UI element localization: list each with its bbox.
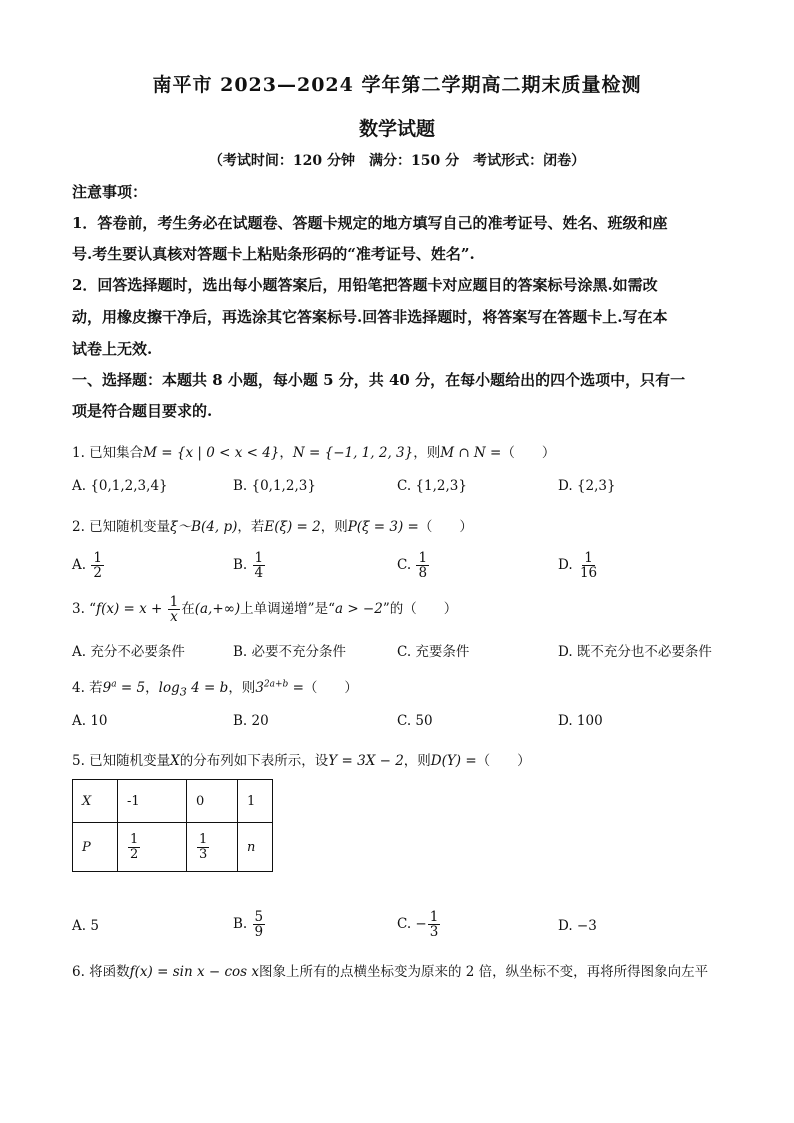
table-cell bbox=[118, 780, 187, 823]
notes-line: 试卷上无效. bbox=[72, 340, 153, 358]
q1-option-c: C. {1,2,3} bbox=[397, 478, 467, 494]
q1-sep: ， bbox=[279, 445, 293, 461]
q2-option-a-label: A. bbox=[72, 557, 87, 574]
q4-option-b: B. 20 bbox=[233, 713, 269, 729]
q4-eq2-log: log bbox=[158, 680, 180, 696]
cell-text: 1 bbox=[247, 793, 256, 809]
q1-tail: ，则 bbox=[413, 445, 441, 461]
q2-option-a bbox=[72, 551, 105, 580]
numerator: 1 bbox=[169, 594, 179, 610]
q3-option-c: C. 充要条件 bbox=[397, 644, 470, 660]
numerator: 5 bbox=[254, 909, 264, 925]
q5-option-c bbox=[397, 910, 441, 939]
fraction bbox=[253, 551, 266, 580]
exam-meta: （考试时间：120 分钟 满分：150 分 考试形式：闭卷） bbox=[208, 153, 586, 169]
q5-option-d: D. −3 bbox=[558, 918, 597, 934]
q4-number: 4. 若 bbox=[72, 680, 103, 696]
cell-text: P bbox=[82, 839, 91, 855]
numerator: 1 bbox=[199, 831, 208, 847]
q2-dist: ξ～B(4, p) bbox=[170, 519, 238, 535]
q2-number: 2. 已知随机变量 bbox=[72, 519, 171, 535]
q3-option-a: A. 充分不必要条件 bbox=[72, 644, 185, 660]
q4-eq1-exp: a bbox=[111, 679, 117, 690]
cell-text: -1 bbox=[127, 793, 140, 809]
fraction bbox=[253, 910, 266, 939]
question-6 bbox=[72, 960, 708, 980]
q4-option-d: D. 100 bbox=[558, 713, 603, 729]
q1-set-m: M = {x | 0 < x < 4} bbox=[143, 445, 280, 461]
notes-line: 号.考生要认真核对答题卡上粘贴条形码的“准考证号、姓名”. bbox=[72, 245, 475, 263]
q5-mid2: ，则 bbox=[403, 753, 431, 769]
q4-eq3-base: 3 bbox=[255, 680, 264, 696]
denominator: 3 bbox=[429, 924, 439, 941]
denominator: 8 bbox=[418, 565, 428, 582]
q3-mid2: 上单调递增”是“ bbox=[240, 601, 335, 618]
q5-option-b-label: B. bbox=[233, 916, 248, 933]
q1-expr: M ∩ N = bbox=[440, 445, 502, 461]
q2-paren: （ ） bbox=[418, 519, 473, 535]
q2-mid2: ，则 bbox=[320, 519, 348, 535]
table-row bbox=[73, 823, 273, 872]
numerator: 1 bbox=[254, 550, 264, 566]
table-cell bbox=[118, 823, 187, 872]
fraction bbox=[128, 833, 140, 861]
fraction bbox=[416, 551, 429, 580]
q3-cond: a > −2 bbox=[334, 601, 383, 618]
notes-line: 1．答卷前，考生务必在试题卷、答题卡规定的地方填写自己的准考证号、姓名、班级和座 bbox=[72, 214, 668, 232]
numerator: 1 bbox=[130, 831, 139, 847]
fraction bbox=[197, 833, 209, 861]
notes-heading: 注意事项： bbox=[72, 183, 148, 201]
q4-eq2-tail: 4 = b bbox=[186, 680, 229, 696]
q2-option-d bbox=[558, 551, 600, 580]
page-title: 南平市 2023—2024 学年第二学期高二期末质量检测 bbox=[152, 74, 642, 96]
denominator: 4 bbox=[254, 565, 264, 582]
q4-eq1-tail: = 5 bbox=[116, 680, 146, 696]
q5-option-b bbox=[233, 910, 266, 939]
numerator: 1 bbox=[93, 550, 102, 566]
q5-def: Y = 3X − 2 bbox=[328, 753, 404, 769]
q5-ask: D(Y) = bbox=[430, 753, 477, 769]
q5-mid: 的分布列如下表所示，设 bbox=[179, 753, 329, 769]
q4-option-c: C. 50 bbox=[397, 713, 433, 729]
q4-eq2 bbox=[158, 680, 229, 699]
denominator: x bbox=[170, 609, 178, 626]
section-heading: 项是符合题目要求的. bbox=[72, 402, 213, 420]
q5-var: X bbox=[170, 753, 180, 769]
q5-option-c-label: C. − bbox=[397, 916, 427, 933]
cell-text: X bbox=[82, 793, 92, 809]
q2-option-d-label: D. bbox=[558, 557, 573, 574]
table-cell bbox=[238, 780, 273, 823]
table-cell bbox=[238, 823, 273, 872]
q2-option-c bbox=[397, 551, 430, 580]
notes-line: 2．回答选择题时，选出每小题答案后，用铅笔把答题卡对应题目的答案标号涂黑.如需改 bbox=[72, 276, 658, 294]
table-cell bbox=[187, 823, 238, 872]
fraction bbox=[168, 595, 181, 624]
q4-eq3 bbox=[255, 680, 304, 696]
q2-ask: P(ξ = 3) = bbox=[347, 519, 419, 535]
q3-function: f(x) = x + bbox=[96, 601, 163, 618]
question-5 bbox=[72, 749, 531, 769]
q3-option-d: D. 既不充分也不必要条件 bbox=[558, 644, 712, 660]
q1-paren: （ ） bbox=[501, 445, 556, 461]
q5-option-a: A. 5 bbox=[72, 918, 99, 934]
page-subtitle: 数学试题 bbox=[358, 118, 435, 140]
q5-paren: （ ） bbox=[476, 753, 531, 769]
q3-tail: ”的（ ） bbox=[382, 601, 458, 618]
question-2 bbox=[72, 515, 473, 535]
distribution-table bbox=[72, 779, 273, 872]
q6-number: 6. 将函数 bbox=[72, 964, 130, 980]
q6-function: f(x) = sin x − cos x bbox=[129, 964, 259, 980]
q6-tail: 图象上所有的点横坐标变为原来的 2 倍，纵坐标不变，再将所得图象向左平 bbox=[258, 964, 709, 980]
fraction bbox=[578, 551, 599, 580]
q4-eq1-base: 9 bbox=[102, 680, 112, 696]
q2-option-c-label: C. bbox=[397, 557, 412, 574]
q3-interval: (a,+∞) bbox=[194, 601, 241, 618]
q1-number: 1. 已知集合 bbox=[72, 445, 144, 461]
section-heading: 一、选择题：本题共 8 小题，每小题 5 分，共 40 分，在每小题给出的四个选项中，只有一 bbox=[72, 371, 686, 389]
table-cell bbox=[73, 823, 118, 872]
q4-eq3-exp: 2a+b bbox=[263, 679, 289, 690]
question-1 bbox=[72, 441, 555, 461]
question-3 bbox=[72, 595, 457, 624]
numerator: 1 bbox=[584, 550, 593, 566]
q4-sep: ， bbox=[145, 680, 159, 696]
q4-eq1 bbox=[103, 680, 145, 696]
q4-option-a: A. 10 bbox=[72, 713, 108, 729]
q2-option-b-label: B. bbox=[233, 557, 248, 574]
table-cell bbox=[187, 780, 238, 823]
q4-mid: ，则 bbox=[228, 680, 256, 696]
denominator: 16 bbox=[579, 565, 598, 582]
q1-set-n: N = {−1, 1, 2, 3} bbox=[292, 445, 414, 461]
q4-paren: （ ） bbox=[303, 680, 358, 696]
cell-text: n bbox=[247, 839, 256, 855]
fraction bbox=[428, 910, 441, 939]
q4-eq2-base: 3 bbox=[179, 685, 187, 699]
table-cell bbox=[73, 780, 118, 823]
q3-mid: 在 bbox=[181, 601, 195, 618]
fraction bbox=[91, 551, 104, 580]
q4-eq3-tail: = bbox=[288, 680, 304, 696]
q1-option-a: A. {0,1,2,3,4} bbox=[72, 478, 168, 494]
question-4 bbox=[72, 676, 358, 699]
q2-option-b bbox=[233, 551, 266, 580]
cell-text: 0 bbox=[196, 793, 205, 809]
q2-cond: E(ξ) = 2 bbox=[264, 519, 321, 535]
notes-line: 动，用橡皮擦干净后，再选涂其它答案标号.回答非选择题时，将答案写在答题卡上.写在本 bbox=[72, 308, 668, 326]
denominator: 9 bbox=[254, 924, 264, 941]
q3-number: 3. “ bbox=[72, 601, 97, 618]
q2-mid: ，若 bbox=[237, 519, 265, 535]
denominator: 2 bbox=[130, 846, 139, 862]
denominator: 3 bbox=[199, 846, 208, 862]
numerator: 1 bbox=[429, 909, 439, 925]
numerator: 1 bbox=[418, 550, 428, 566]
q1-option-d: D. {2,3} bbox=[558, 478, 616, 494]
q3-option-b: B. 必要不充分条件 bbox=[233, 644, 347, 660]
table-row bbox=[73, 780, 273, 823]
denominator: 2 bbox=[93, 565, 102, 582]
q1-option-b: B. {0,1,2,3} bbox=[233, 478, 316, 494]
q5-number: 5. 已知随机变量 bbox=[72, 753, 171, 769]
